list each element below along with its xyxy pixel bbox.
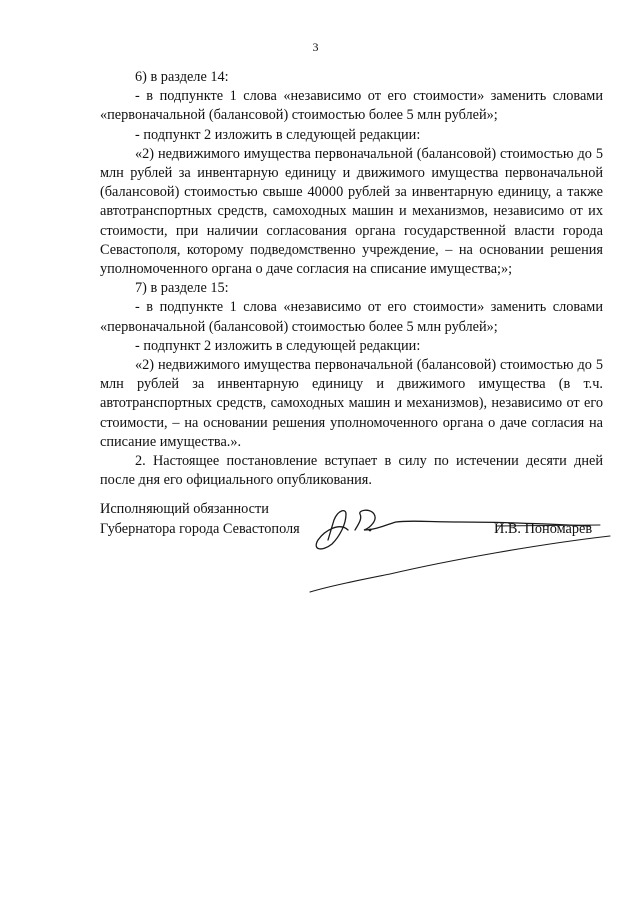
signatory-title-line1: Исполняющий обязанности (100, 501, 269, 517)
handwritten-signature (300, 500, 620, 620)
paragraph-15-sub2-text: «2) недвижимого имущества первоначальной (балансовой) стоимостью до 5 млн рублей за инвентарную единицу и движимого имущества (в т.ч. автотранспортных средств, самоходных машин и механизмов), независимо от его стоимости, – на основании решения уполномоченного органа о даче согласия на списание имущества.». (100, 357, 603, 450)
paragraph-15-sub2-intro: - подпункт 2 изложить в следующей редакции: (135, 337, 421, 354)
signature-block (100, 500, 603, 620)
paragraph-14-sub2-text: «2) недвижимого имущества первоначальной (балансовой) стоимостью до 5 млн рублей за инвентарную единицу и движимого имущества первоначальной (балансовой) стоимостью свыше 40000 рублей за инвентарную единицу, а также автотранспортных средств, самоходных машин и механизмов, независимо от их стоимости, при наличии согласования органа государственной власти города Севастополя, которому подведомственно учреждение, – на основании решения уполномоченного органа о даче согласия на списание имущества;»; (100, 145, 603, 278)
paragraph-14-sub1: - в подпункте 1 слова «независимо от его стоимости» заменить словами «первоначальной (балансовой) стоимостью более 5 млн рублей»; (100, 88, 603, 124)
paragraph-effective-date: 2. Настоящее постановление вступает в силу по истечении десяти дней после дня его официального опубликования. (100, 453, 603, 489)
signatory-title (100, 500, 300, 539)
page-number: 3 (312, 40, 319, 54)
signatory-title-line2: Губернатора города Севастополя (100, 520, 300, 537)
paragraph-section-14: 6) в разделе 14: (135, 69, 229, 85)
signatory-name: И.В. Пономарев (494, 520, 593, 537)
paragraph-14-sub2-intro: - подпункт 2 изложить в следующей редакции: (135, 126, 421, 143)
paragraph-section-15: 7) в разделе 15: (135, 280, 229, 297)
document-body (100, 68, 603, 490)
paragraph-15-sub1: - в подпункте 1 слова «независимо от его стоимости» заменить словами «первоначальной (балансовой) стоимостью более 5 млн рублей»; (100, 299, 603, 335)
